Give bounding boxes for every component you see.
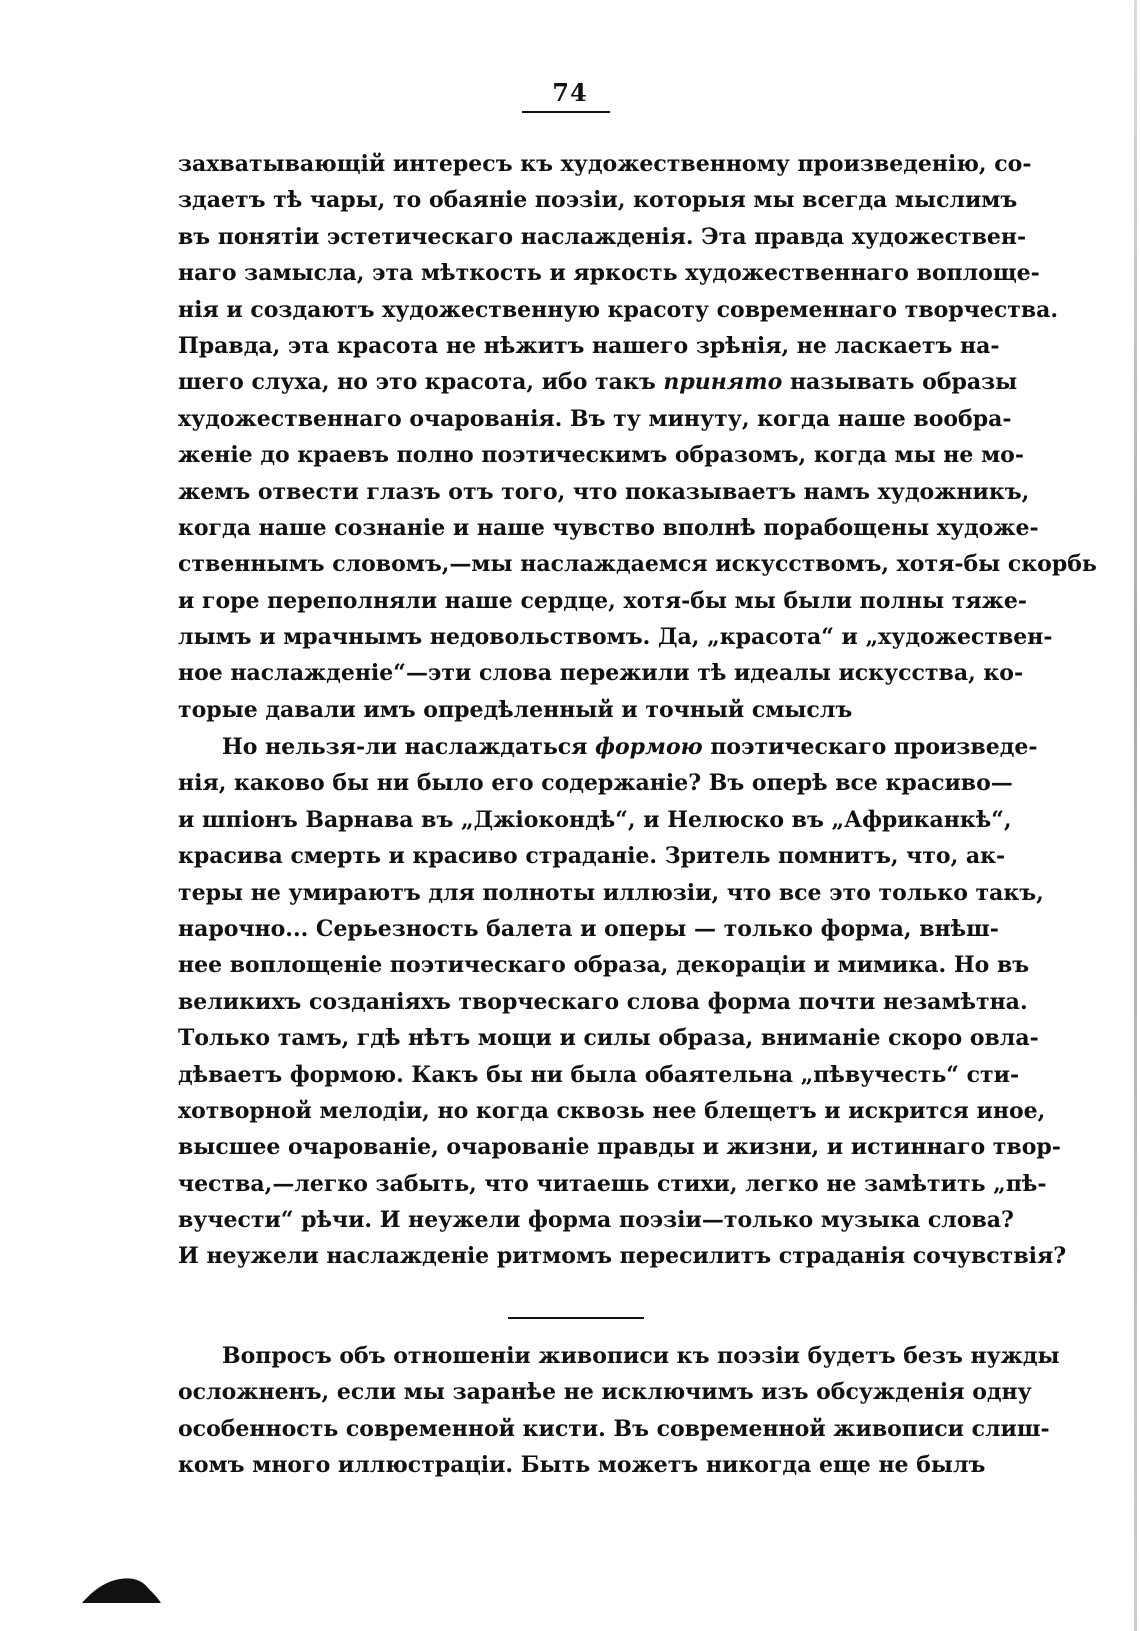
text-line-with-italic	[178, 364, 1018, 400]
text-line: нія, каково бы ни было его содержаніе? Въ оперѣ все красиво—	[178, 770, 1013, 797]
text-line: теры не умираютъ для полноты иллюзіи, что все это только такъ,	[178, 879, 1044, 906]
text-line: торые давали имъ опредѣленный и точный смыслъ	[178, 696, 853, 723]
text-line: И неужели наслажденіе ритмомъ пересилитъ страданія сочувствія?	[178, 1243, 1067, 1270]
text-line: ственнымъ словомъ,—мы наслаждаемся искусствомъ, хотя-бы скорбь	[178, 551, 1097, 578]
text-line: нарочно... Серьезность балета и оперы — только форма, внѣш-	[178, 915, 999, 942]
text-line: и горе переполняли наше сердце, хотя-бы мы были полны тяже-	[178, 587, 1028, 614]
text-line-with-italic	[178, 729, 1038, 765]
text-line: наго замысла, эта мѣткость и яркость художественнаго воплоще-	[178, 260, 1040, 287]
text-line: Вопросъ объ отношеніи живописи къ поэзіи будетъ безъ нужды	[222, 1343, 1060, 1369]
text-line: высшее очарованіе, очарованіе правды и жизни, и истиннаго твор-	[178, 1134, 1061, 1161]
text-line: осложненъ, если мы заранѣе не исключимъ изъ обсужденія одну	[178, 1379, 1032, 1406]
text-line: художественнаго очарованія. Въ ту минуту, когда наше вообра-	[178, 405, 1012, 432]
text-line: хотворной мелодіи, но когда сквозь нее блещетъ и искрится иное,	[178, 1097, 1046, 1124]
text-line: захватывающій интересъ къ художественному произведенію, со-	[178, 151, 1032, 177]
text-line: женіе до краевъ полно поэтическимъ образомъ, когда мы не мо-	[178, 442, 1024, 469]
text-line: комъ много иллюстраціи. Быть можетъ никогда еще не былъ	[178, 1452, 986, 1479]
page-number-underline	[522, 111, 610, 113]
text-line: въ понятіи эстетическаго наслажденія. Эта правда художествен-	[178, 223, 1027, 250]
text-line: здаетъ тѣ чары, то обаяніе поэзіи, которыя мы всегда мыслимъ	[178, 187, 1018, 214]
italic-word: формою	[595, 734, 703, 760]
ink-smudge-icon	[80, 1576, 162, 1604]
paragraph-2	[178, 729, 1067, 1275]
text-line: когда наше сознаніе и наше чувство вполнѣ порабощены художе-	[178, 514, 1039, 541]
text-line: особенность современной кисти. Въ современной живописи слиш-	[178, 1415, 1050, 1442]
text-line: жемъ отвести глазъ отъ того, что показываетъ намъ художникъ,	[178, 478, 1030, 505]
text-line: красива смерть и красиво страданіе. Зритель помнитъ, что, ак-	[178, 843, 1006, 870]
text-line: дѣваетъ формою. Какъ бы ни была обаятельна „пѣвучесть“ сти-	[178, 1061, 1020, 1088]
section-divider	[508, 1317, 644, 1319]
italic-word: принято	[663, 369, 783, 396]
text-line: вучести“ рѣчи. И неужели форма поэзіи—только музыка слова?	[178, 1207, 1014, 1234]
text-line: нія и создаютъ художественную красоту современнаго творчества.	[178, 296, 1059, 323]
text-line: ное наслажденіе“—эти слова пережили тѣ идеалы искусства, ко-	[178, 660, 1024, 687]
text-segment: Но нельзя-ли наслаждаться	[222, 734, 588, 760]
text-line: чества,—легко забыть, что читаешь стихи, легко не замѣтить „пѣ-	[178, 1170, 1047, 1197]
text-segment: шего слуха, но это красота, ибо такъ	[178, 369, 656, 396]
text-line: великихъ созданіяхъ творческаго слова форма почти незамѣтна.	[178, 988, 1028, 1015]
text-segment: поэтическаго произведе-	[710, 734, 1038, 760]
text-line: нее воплощеніе поэтическаго образа, декораціи и мимика. Но въ	[178, 952, 1030, 979]
paragraph-3	[178, 1338, 1060, 1484]
page-number: 74	[552, 78, 588, 107]
text-line: и шпіонъ Варнава въ „Джіокондѣ“, и Нелюско въ „Африканкѣ“,	[178, 806, 1012, 833]
page-edge	[1134, 0, 1137, 1631]
text-line: Правда, эта красота не нѣжитъ нашего зрѣнія, не ласкаетъ на-	[178, 332, 1000, 359]
text-line: лымъ и мрачнымъ недовольствомъ. Да, „красота“ и „художествен-	[178, 624, 1053, 651]
paragraph-1	[178, 146, 1097, 728]
text-segment: называть образы	[789, 369, 1018, 396]
text-line: Только тамъ, гдѣ нѣтъ мощи и силы образа, вниманіе скоро овла-	[178, 1025, 1039, 1052]
